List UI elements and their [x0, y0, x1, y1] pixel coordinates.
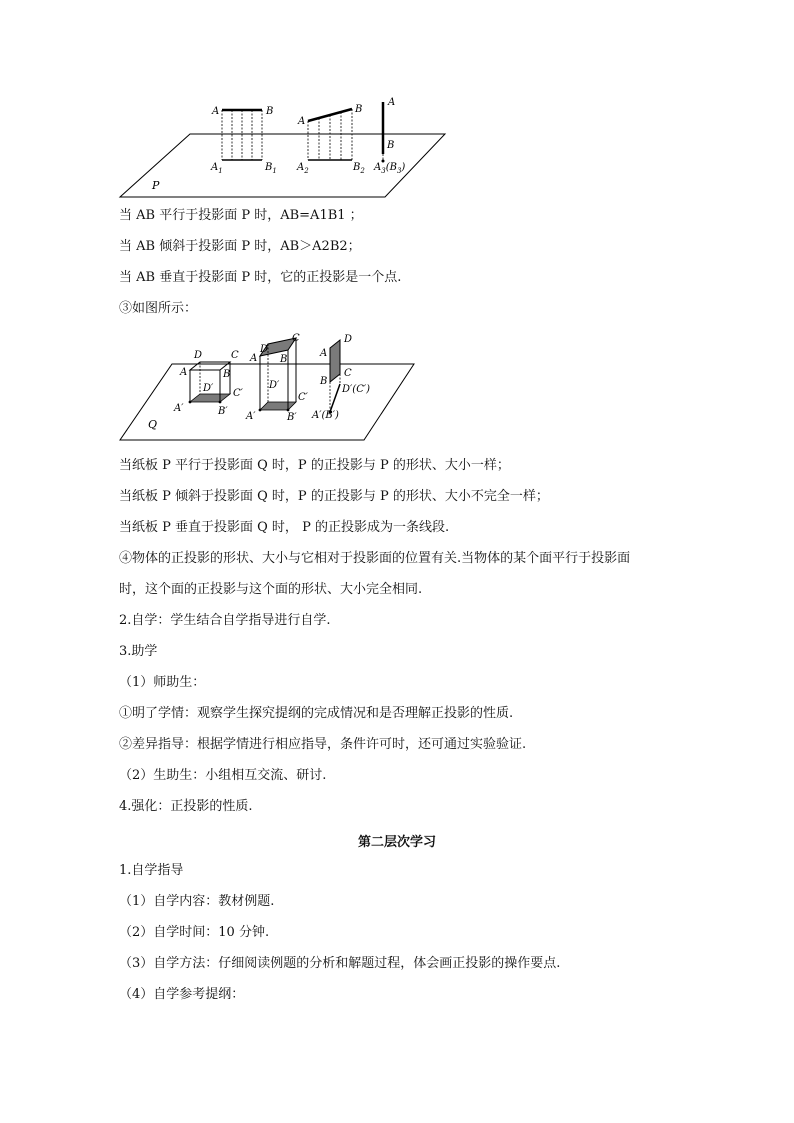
label-d-prime-c-prime: D′(C′): [342, 384, 371, 395]
label-c-prime: C′: [233, 388, 243, 399]
label-c: C: [231, 350, 239, 361]
text-line: 当纸板 P 平行于投影面 Q 时，P 的正投影与 P 的形状、大小一样；: [119, 458, 510, 473]
text-line: ③如图所示：: [119, 301, 198, 316]
point-a3b3: [382, 160, 385, 163]
text-line: 3.助学: [119, 644, 158, 659]
label-b1: $B_1$: [265, 162, 277, 175]
figure-line-projection: [110, 92, 455, 204]
label-d: D: [344, 334, 353, 345]
text-line: （3）自学方法：仔细阅读例题的分析和解题过程，体会画正投影的操作要点.: [119, 956, 561, 971]
text-line: 当 AB 垂直于投影面 P 时，它的正投影是一个点.: [119, 270, 402, 285]
label-a-prime-b-prime: A′(B′): [312, 410, 339, 421]
label-a: A: [298, 116, 306, 127]
label-b: B: [223, 369, 231, 380]
plane-label-q: Q: [148, 418, 158, 431]
plane-q: [120, 364, 414, 440]
label-a: A: [320, 348, 328, 359]
text-line: 2.自学：学生结合自学指导进行自学.: [119, 613, 331, 628]
label-a: A: [250, 353, 258, 364]
label-a: A: [180, 367, 188, 378]
plane-label-p: P: [152, 179, 160, 192]
label-a: A: [212, 106, 220, 117]
label-b-prime: B′: [287, 412, 297, 423]
label-c: C: [344, 368, 352, 379]
text-line: ②差异指导：根据学情进行相应指导，条件许可时，还可通过实验验证.: [119, 737, 527, 752]
figure-plate-projection: [112, 326, 422, 446]
section-heading: 第二层次学习: [357, 835, 436, 850]
label-a: A: [388, 97, 396, 108]
text-line: 当纸板 P 垂直于投影面 Q 时， P 的正投影成为一条线段.: [119, 520, 450, 535]
label-d-prime: D′: [269, 380, 280, 391]
label-b: B: [355, 104, 363, 115]
label-b: B: [387, 140, 395, 151]
text-line: 当 AB 平行于投影面 P 时，AB=A1B1 ；: [119, 208, 363, 223]
label-d: D: [194, 350, 203, 361]
plate-perpendicular: [329, 340, 340, 413]
text-line: （4）自学参考提纲：: [119, 987, 245, 1002]
text-line: 当纸板 P 倾斜于投影面 Q 时，P 的正投影与 P 的形状、大小不完全一样；: [119, 489, 549, 504]
label-a-prime: A′: [174, 403, 184, 414]
text-line: （2）生助生：小组相互交流、研讨.: [119, 768, 327, 783]
label-b2: $B_2$: [353, 162, 365, 175]
text-line: （1）自学内容：教材例题.: [119, 894, 275, 909]
text-line: （2）自学时间：10 分钟.: [119, 925, 270, 940]
label-a1: $A_1$: [211, 162, 223, 175]
label-c-prime: C′: [298, 392, 308, 403]
label-a2: $A_2$: [297, 162, 309, 175]
label-b-prime: B′: [218, 406, 228, 417]
text-line: 时，这个面的正投影与这个面的形状、大小完全相同.: [119, 582, 423, 597]
label-a-prime: A′: [246, 411, 256, 422]
label-b: B: [320, 376, 328, 387]
text-line: 4.强化：正投影的性质.: [119, 799, 253, 814]
text-line: ①明了学情：观察学生探究提纲的完成情况和是否理解正投影的性质.: [119, 706, 514, 721]
label-b: B: [280, 354, 288, 365]
label-b: B: [266, 106, 274, 117]
text-line: （1）师助生：: [119, 675, 206, 690]
text-line: 1.自学指导: [119, 863, 184, 878]
label-d: D: [260, 344, 269, 355]
label-c: C: [292, 333, 300, 344]
text-line: ④物体的正投影的形状、大小与它相对于投影面的位置有关.当物体的某个面平行于投影面: [119, 551, 631, 566]
text-line: 当 AB 倾斜于投影面 P 时，AB＞A2B2；: [119, 239, 361, 254]
label-a3-b3: $A_3(B_3)$: [374, 162, 406, 175]
label-d-prime: D′: [203, 383, 214, 394]
